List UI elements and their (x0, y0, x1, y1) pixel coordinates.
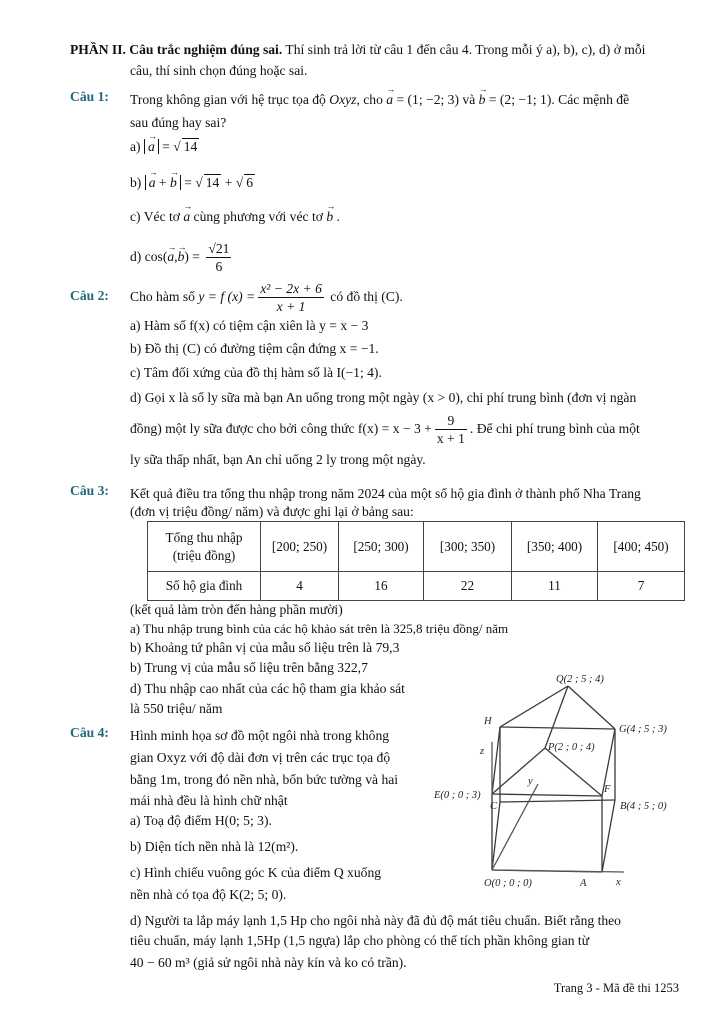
q2-d2b: . Để chi phí trung bình của một (469, 421, 640, 436)
q1-stem-c: và (459, 92, 479, 107)
q1-b-eq: = √ (180, 175, 203, 190)
q4-stem-l3: bằng 1m, trong đó nền nhà, bốn bức tường và hai (130, 772, 399, 787)
income-table (147, 521, 685, 601)
q4-option-c-l2: nền nhà có tọa độ K(2; 5; 0). (130, 887, 287, 902)
q4-stem-l1: Hình minh họa sơ đồ một ngôi nhà trong không (130, 728, 390, 743)
q1-option-b (130, 172, 255, 193)
q1-vec-b: → b (479, 89, 486, 110)
q1-a-abs (144, 139, 159, 154)
q4-option-b: b) Diện tích nền nhà là 12(m²). (130, 839, 299, 854)
q1-b-vec-a: → a (149, 172, 156, 193)
q2-stem-fx: y = f (x) = (198, 289, 256, 304)
edge-OC (492, 802, 500, 870)
q2-option-b: b) Đồ thị (C) có đường tiệm cận đứng x = −1. (130, 341, 379, 356)
q1-d-vec-b: → b (178, 240, 185, 274)
q4-label: Câu 4: (70, 725, 109, 740)
income-interval: [200; 250) (261, 522, 339, 572)
label-G: G(4 ; 5 ; 3) (619, 724, 667, 735)
edge-QG (568, 686, 615, 729)
q1-vec-b-val: = (2; −1; 1) (485, 92, 552, 107)
edge-CB (500, 800, 615, 802)
q1-label: Câu 1: (70, 89, 109, 104)
q2-option-d-line3: ly sữa thấp nhất, bạn An chỉ uống 2 ly trong một ngày. (130, 452, 426, 467)
income-table-head-2: Số hộ gia đình (148, 572, 261, 601)
q1-b-vec-b: → b (170, 172, 177, 193)
q1-stem-line2: sau đúng hay sai? (130, 115, 227, 130)
q4-stem-l4: mái nhà đều là hình chữ nhật (130, 793, 288, 808)
q2-stem (130, 280, 403, 315)
edge-HE (492, 727, 500, 794)
q1-d-den: 6 (215, 259, 223, 275)
q4-option-d-l1: d) Người ta lắp máy lạnh 1,5 Hp cho ngôi nhà này đã đủ độ mát tiêu chuẩn. Biết rằng theo (130, 913, 621, 928)
q1-vec-a-val: = (1; −2; 3) (393, 92, 459, 107)
q3-option-a: a) Thu nhập trung bình của các hộ khảo sát trên là 325,8 triệu đồng/ năm (130, 621, 509, 636)
household-count: 16 (339, 572, 424, 601)
q1-stem-a: Trong không gian với hệ trục tọa độ (130, 92, 330, 107)
q3-option-d-line1: d) Thu nhập cao nhất của các hộ tham gia khảo sát (130, 681, 405, 696)
household-count: 11 (512, 572, 598, 601)
q2-stem-a: Cho hàm số (130, 289, 199, 304)
q1-b-rad2: 6 (246, 175, 254, 190)
label-P: P(2 ; 0 ; 4) (548, 742, 595, 753)
income-interval: [300; 350) (424, 522, 512, 572)
label-E: E(0 ; 0 ; 3) (434, 790, 481, 801)
label-x: x (616, 877, 621, 888)
income-table-row-counts (148, 572, 685, 601)
edge-PF (545, 748, 602, 796)
income-interval: [250; 300) (339, 522, 424, 572)
q1-stem (130, 89, 690, 110)
label-H: H (484, 716, 492, 727)
edge-EF (492, 794, 602, 796)
q4-option-d-l2: tiêu chuẩn, máy lạnh 1,5Hp (1,5 ngựa) lắp cho phòng có thể tích phần không gian từ (130, 933, 590, 948)
q1-d-mid: , (174, 249, 178, 264)
house-labels (433, 674, 667, 889)
q1-a-rad: 14 (183, 139, 198, 154)
label-O: O(0 ; 0 ; 0) (484, 878, 532, 889)
q1-d-close: ) = (184, 249, 204, 264)
label-y: y (528, 776, 533, 787)
q4-stem-l2: gian Oxyz với độ dài đơn vị trên các trục tọa độ (130, 750, 391, 765)
edge-HG (500, 727, 615, 729)
table-head1-l1: Tổng thu nhập (165, 529, 243, 545)
q2-stem-frac (258, 280, 324, 315)
page-footer: Trang 3 - Mã đề thi 1253 (553, 981, 679, 995)
q2-stem-num: x² − 2x + 6 (260, 281, 322, 297)
q1-c-vec-a: → a (183, 206, 190, 227)
q2-d2-den: x + 1 (436, 431, 465, 447)
q2-option-d-line1: d) Gọi x là số ly sữa mà bạn An uống trong một ngày (x > 0), chi phí trung bình (đơn vị ngàn (130, 390, 637, 405)
q1-b-rad1: 14 (205, 175, 220, 190)
q1-vec-a: → a (386, 89, 393, 110)
label-A: A (580, 878, 587, 889)
q1-c-vec-b: → b (326, 206, 333, 227)
q1-option-c (130, 206, 340, 227)
q1-a-prefix: a) (130, 139, 144, 154)
q1-d-frac (206, 240, 231, 275)
part-intro-1: Thí sinh trả lời từ câu 1 đến câu 4. Trong mỗi ý a), b), c), d) ở mỗi (282, 42, 646, 57)
q1-a-vec: → a (148, 136, 155, 157)
q3-stem-line1: Kết quả điều tra tổng thu nhập trong năm 2024 của một số hộ gia đình ở thành phố Nha Trang (130, 486, 641, 501)
income-interval: [350; 400) (512, 522, 598, 572)
q3-option-b: b) Khoảng tứ phân vị của mẫu số liệu trên là 79,3 (130, 640, 400, 655)
q3-stem-line2: (đơn vị triệu đồng/ năm) và được ghi lại ở bảng sau: (130, 504, 414, 519)
q3-note: (kết quả làm tròn đến hàng phần mười) (130, 602, 343, 617)
label-z: z (480, 746, 485, 757)
q1-d-vec-a: → a (167, 240, 174, 274)
label-F: F (604, 784, 611, 795)
part-heading (70, 39, 690, 60)
q2-option-c: c) Tâm đối xứng của đồ thị hàm số là I(−1; 4). (130, 365, 382, 380)
edge-HQ (500, 686, 568, 727)
q1-stem-d: . Các mệnh đề (551, 92, 630, 107)
part-title: PHẦN II. Câu trắc nghiệm đúng sai. (70, 42, 283, 57)
q2-stem-den: x + 1 (276, 299, 306, 315)
q2-option-a: a) Hàm số f(x) có tiệm cận xiên là y = x − 3 (130, 318, 369, 333)
q1-d-num: √21 (208, 241, 230, 257)
q4-option-a: a) Toạ độ điểm H(0; 5; 3). (130, 813, 272, 828)
q1-a-eq: = √ (158, 139, 181, 154)
q3-option-c: b) Trung vị của mẫu số liệu trên bằng 322,7 (130, 660, 368, 675)
q1-b-plus: + √ (221, 175, 244, 190)
label-B: B(4 ; 5 ; 0) (620, 801, 667, 812)
q1-c-text3: . (333, 209, 340, 224)
q1-d-prefix: d) cos( (130, 249, 168, 264)
household-count: 22 (424, 572, 512, 601)
q3-label: Câu 3: (70, 483, 109, 498)
household-count: 4 (261, 572, 339, 601)
label-C: C (490, 801, 498, 812)
q1-b-mid: + (155, 175, 170, 190)
q1-oxyz: Oxyz (329, 92, 357, 107)
household-count: 7 (598, 572, 685, 601)
q2-d2-num: 9 (435, 412, 467, 430)
income-table-head-1 (148, 522, 261, 572)
q1-b-prefix: b) (130, 175, 145, 190)
q1-c-text2: cùng phương với véc tơ (190, 209, 327, 224)
q1-stem-b: , cho (356, 92, 387, 107)
q1-b-abs (145, 175, 181, 190)
edge-AB (602, 800, 615, 872)
part-intro-line2: câu, thí sinh chọn đúng hoặc sai. (130, 63, 308, 78)
q1-option-a (130, 136, 199, 157)
q3-option-d-line2: là 550 triệu/ năm (130, 701, 223, 716)
q2-label: Câu 2: (70, 288, 109, 303)
house-edges (492, 686, 624, 872)
q2-d2a: đồng) một ly sữa được cho bởi công thức f(x) = x − 3 + (130, 421, 432, 436)
axis-y (492, 784, 538, 870)
q4-option-d-l3: 40 − 60 m³ (giả sử ngôi nhà này kín và ko có trần). (130, 955, 407, 970)
q1-c-text1: c) Véc tơ (130, 209, 184, 224)
q1-option-d (130, 240, 234, 275)
q2-option-d-line2 (130, 412, 640, 447)
q2-stem-b: có đồ thị (C). (326, 289, 403, 304)
q4-option-c-l1: c) Hình chiếu vuông góc K của điểm Q xuống (130, 865, 382, 880)
table-head1-l2: (triệu đồng) (172, 547, 236, 563)
income-interval: [400; 450) (598, 522, 685, 572)
income-table-row-intervals (148, 522, 685, 572)
edge-QP (545, 686, 568, 748)
house-diagram (430, 672, 690, 902)
label-Q: Q(2 ; 5 ; 4) (556, 674, 604, 685)
q2-d2-frac (435, 412, 467, 447)
